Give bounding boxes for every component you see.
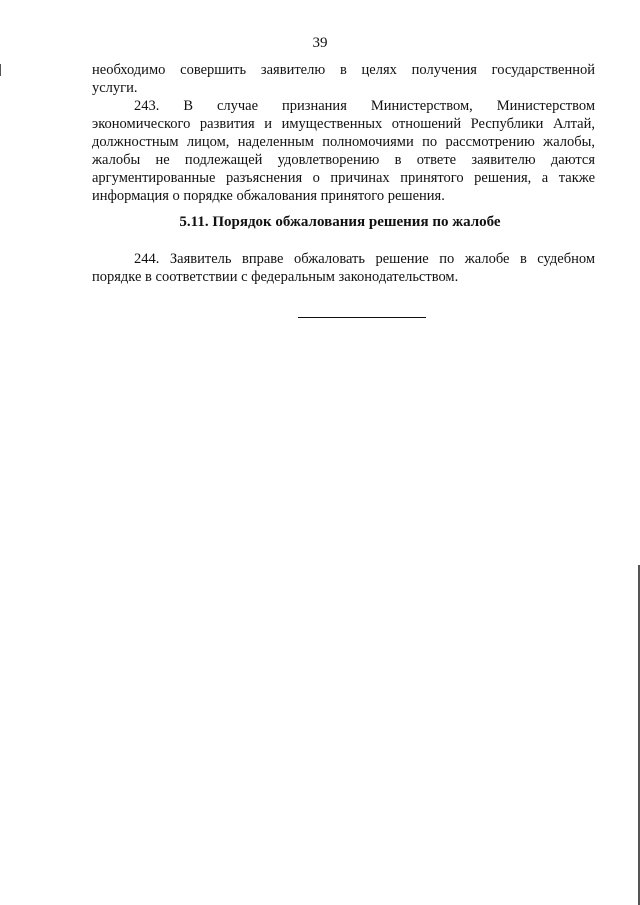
text-line: 243. В случае признания Министерством, Министерством — [134, 98, 595, 114]
text-line: жалобы не подлежащей удовлетворению в ответе заявителю даются — [92, 152, 595, 168]
text-line: аргументированные разъяснения о причинах принятого решения, а также — [92, 170, 595, 186]
end-divider — [298, 317, 426, 318]
text-line: информация о порядке обжалования принятого решения. — [92, 188, 445, 204]
page-number: 39 — [312, 35, 328, 51]
text-line: необходимо совершить заявителю в целях получения государственной — [92, 62, 595, 78]
paragraph-244 — [92, 250, 595, 286]
text-line: порядке в соответствии с федеральным законодательством. — [92, 269, 459, 285]
scan-edge-left — [0, 64, 1, 76]
text-line: 244. Заявитель вправе обжаловать решение по жалобе в судебном — [134, 251, 595, 267]
paragraph-continued — [92, 61, 595, 97]
section-heading: 5.11. Порядок обжалования решения по жалобе — [179, 214, 501, 230]
text-line: должностным лицом, наделенным полномочиями по рассмотрению жалобы, — [92, 134, 595, 150]
text-line: услуги. — [92, 80, 138, 96]
text-line: экономического развития и имущественных отношений Республики Алтай, — [92, 116, 595, 132]
paragraph-243 — [92, 97, 595, 205]
